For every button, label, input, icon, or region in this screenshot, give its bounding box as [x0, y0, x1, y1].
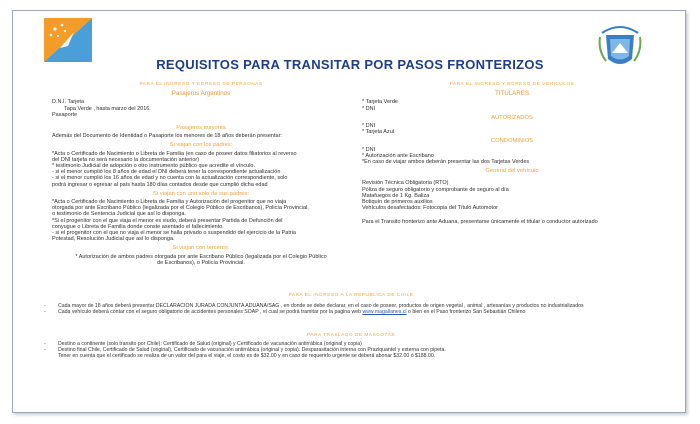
transito-text: Para el Transito fronterizo ante Aduana, presentarse únicamente el titular o conductor autorizado [362, 219, 598, 226]
padres-line: podrá ingresar o egresar al país hasta 180 días contados desde que cumplió dicha edad [52, 181, 268, 188]
pets-line: - Destino final Chile, Certificado de Salud (original), Certificado de vacunación antirrábica (original y copia). Desparasitación interna con Praziquantel y externa con pipeta. [40, 347, 662, 353]
uno-line: *Acta o Certificado de Nacimiento o Libreta de Familia y Autorización del progenitor que no viaja [52, 199, 287, 206]
general-subtitle: General del vehículo [485, 168, 539, 175]
padres-subtitle: Si viajan con los padres: [169, 142, 233, 149]
chile-bullet: - Cada mayor de 18 años deberá presentar DECLARACION JURADA CONJUNTA ADUANA/SAG , en donde se debe declarar, en el caso de poseer, productos de origen vegetal , animal , artesanías y productos no industrializados [40, 303, 662, 309]
mayores-subtitle: Pasajeros mayores [176, 125, 226, 132]
autorizados-subtitle: AUTORIZADOS [491, 114, 533, 121]
condominios-line: * DNI [362, 146, 376, 153]
general-line: Póliza de seguro obligatorio y comprobante de seguro al día [362, 186, 509, 193]
persons-requirements [52, 82, 350, 266]
pets-line: Tener en cuenta que el certificado se realiza de un valor del para el viaje, el costo es de $32.00 y en caso de requerirlo urgente se deberá abonar $32.00 ó $188.00. [58, 353, 436, 359]
chile-bullet [40, 309, 662, 315]
persons-section-title: PARA EL INGRESO Y EGRESO DE PERSONAS [139, 82, 263, 87]
pets-requirements [40, 333, 662, 359]
general-line: Revisión Técnica Obligatoria (RTO) [362, 180, 449, 187]
titulares-line: * Tarjeta Verde [362, 99, 398, 106]
padres-line: - si el menor cumplió los 16 años de edad y no cuenta con la actualización correspondiente, solo [52, 175, 288, 182]
condominios-subtitle: CONDOMINIOS [490, 138, 534, 145]
condominios-line: * Autorización ante Escribano [362, 152, 434, 159]
vehicles-section-title: PARA EL INGRESO Y EGRESO DE VEHICULOS [449, 82, 575, 87]
chile-bullet-text: o bien en el Paso fronterizo San Sebastián Chileno [408, 309, 526, 315]
uno-line: conyugue o Libreta de Familia donde conste asentado el fallecimiento. [52, 223, 224, 230]
uno-line: - si el progenitor con el que no viaja el menor se halla privado o suspendido del ejercicio de la Patria [52, 230, 296, 237]
padres-line: *Acta o Certificado de Nacimiento o Libreta de Familia (en caso de poseer datos filiatorios al reverso [52, 150, 297, 157]
page-title: REQUISITOS PARA TRANSITAR POR PASOS FRONTERIZOS [156, 57, 544, 72]
uno-padre-subtitle: Si viajan con uno solo de sus padres: [152, 190, 250, 197]
padres-line: del DNI tarjeta no será necesario la documentación anterior) [52, 156, 200, 163]
padres-line: - si el menor cumplió los 8 años de edad el DNI deberá tener la correspondiente actualización [52, 169, 281, 176]
uno-line: otorgada por ante Escribano Público (legalizada por el Colegio Público de Escribanos), Policía Provincial, [52, 205, 309, 212]
terceros-subtitle: Si viajan con terceros: [172, 245, 230, 252]
titulares-subtitle: TITULARES [494, 90, 530, 98]
chile-requirements [40, 293, 662, 315]
tierra-del-fuego-flag-icon [44, 18, 92, 62]
general-line: Botiquín de primeros auxilios [362, 199, 433, 206]
uno-line: *Si el progenitor con el que viaja el menor es viudo, deberá presentar Partida de Defunción del [52, 217, 283, 224]
pets-line: - Destino a continente (solo transito por Chile): Certificado de Salud (original) y Certificado de vacunación antirrábica (original y copia) [40, 341, 662, 347]
arg-line: D.N.I. Tarjeta [52, 99, 84, 106]
uno-line: Potestad, Resolución Judicial que así lo disponga. [52, 236, 175, 243]
pets-section-title: PARA TRASLADO DE MASCOTAS [307, 333, 395, 338]
argentinos-subtitle: Pasajeros Argentinos [171, 90, 231, 98]
arg-line: Tapa Verde , hasta marzo del 2016. [64, 105, 151, 112]
chile-section-title: PARA EL INGRESO A LA REPUBLICA DE CHILE [288, 293, 414, 298]
terceros-line: de Escribanos), o Policía Provincial. [157, 259, 245, 266]
condominios-line: *En caso de viajar ambos deberán presentar las dos Tarjetas Verdes [362, 159, 530, 166]
titulares-line: * DNI [362, 105, 376, 112]
uno-line: o testimonio de Sentencia Judicial que así lo disponga. [52, 211, 186, 218]
mayores-text: Además del Documento de Identidad o Pasaporte los menores de 18 años deberán presentar: [52, 133, 282, 140]
terceros-line: * Autorización de ambos padres otorgada por ante Escribano Público (legalizada por el Colegio Público [75, 253, 327, 260]
chile-bullet-text: Cada vehículo deberá contar con el seguro obligatorio de accidentes personales SOAP , el cual se podrá tramitar por la pagina web [58, 309, 361, 315]
general-line: Matafuegos de 1 Kg. Baliza [362, 192, 430, 199]
vehicles-requirements [362, 82, 662, 226]
arg-line: Pasaporte [52, 111, 78, 118]
general-line: Vehículos desafectados: Fotocopia del Título Automotor [362, 205, 498, 212]
autorizados-line: * DNI [362, 123, 376, 130]
magallanes-link[interactable]: www.magallanes.cl [362, 309, 407, 315]
padres-line: * testimonio Judicial de adopción o otro instrumento público que acredite el vínculo. [52, 163, 256, 170]
autorizados-line: * Tarjeta Azul [362, 129, 395, 136]
